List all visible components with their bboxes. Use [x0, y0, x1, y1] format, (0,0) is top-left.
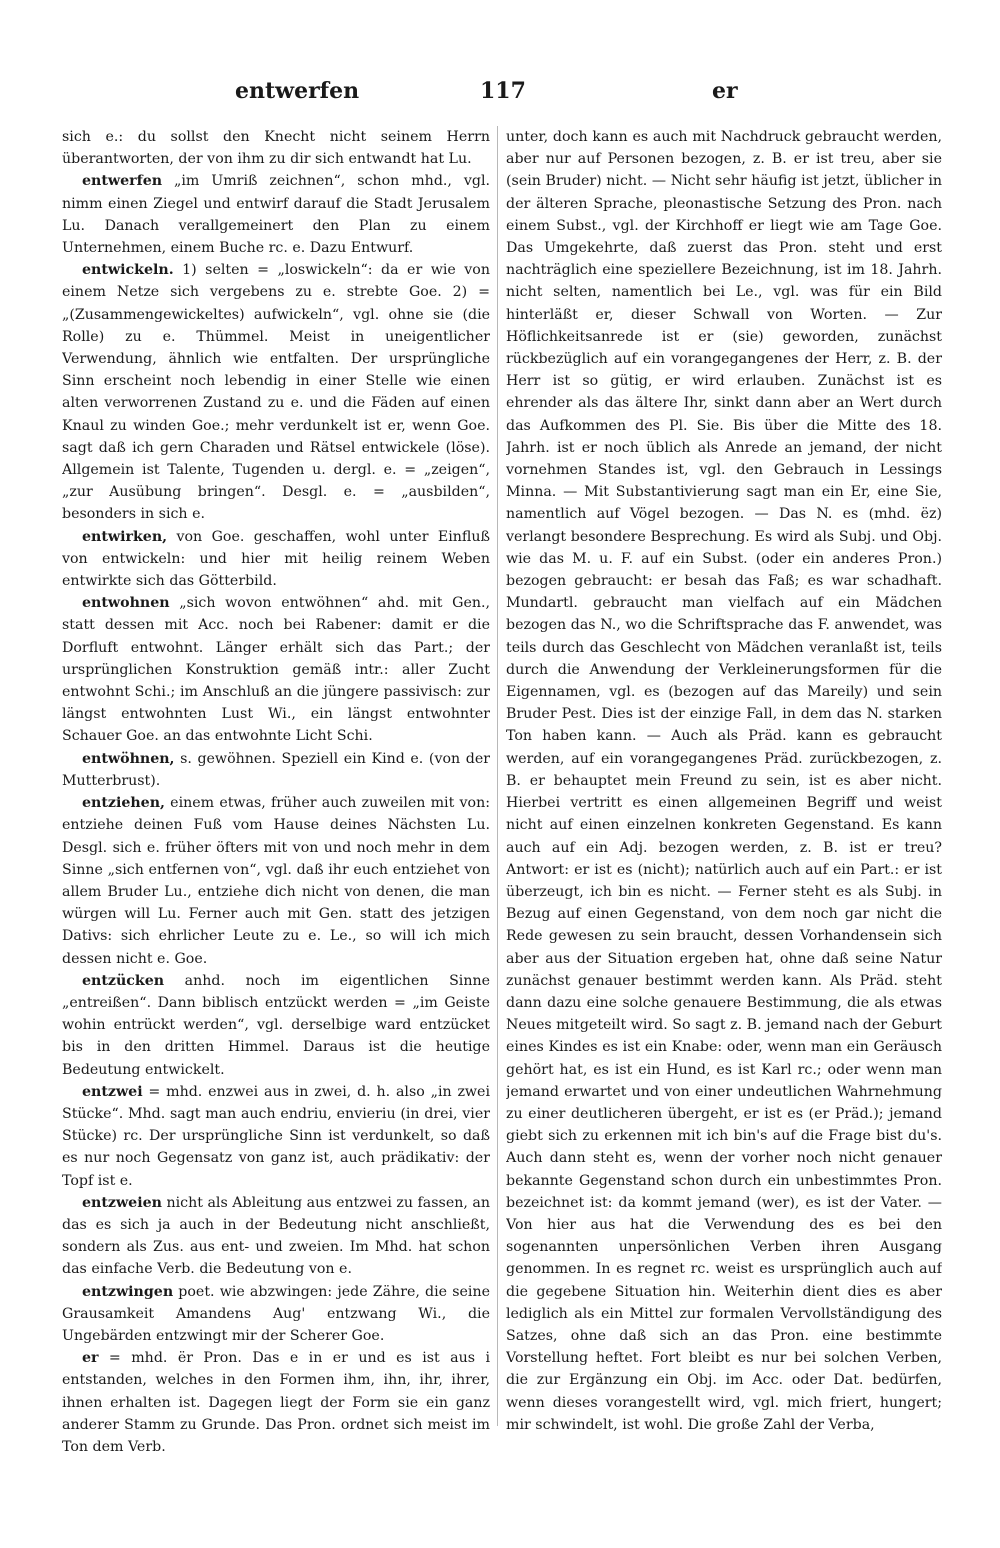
- entry-headword: entwohnen: [82, 595, 170, 612]
- entry-headword: entzwingen: [82, 1283, 174, 1300]
- entry-headword: entzweien: [82, 1194, 162, 1211]
- page-number: 117: [480, 78, 526, 104]
- entry-headword: entwöhnen,: [82, 750, 175, 767]
- entry-headword: entziehen,: [82, 795, 165, 812]
- entry-text: „sich wovon entwöhnen“ ahd. mit Gen., statt dessen mit Acc. noch bei Rabener: damit er die Dorfluft entwohnt. Länger erhält sich das Part.; der ursprünglichen Konstruktion gemäß intr.: aller Zucht entwohnt Schi.; im Anschluß an die jüngere passivisch: zur längst entwohnten Lust Wi., ein längst entwohnter Schauer Goe. an das entwohnte Licht Schi.: [62, 595, 490, 745]
- entry-text: von Goe. geschaffen, wohl unter Einfluß von entwickeln: und hier mit heilig reinem Weben entwirkte sich das Götterbild.: [62, 528, 490, 590]
- left-column: [62, 126, 490, 1536]
- entry-headword: entwickeln.: [82, 262, 174, 279]
- entry-text: poet. wie abzwingen: jede Zähre, die seine Grausamkeit Amandens Aug' entzwang Wi., die Ungebärden entzwingt mir der Scherer Goe.: [62, 1283, 490, 1344]
- entry-text: = mhd. enzwei aus in zwei, d. h. also „in zwei Stücke“. Mhd. sagt man auch endriu, envieriu (in drei, vier Stücke) rc. Der ursprüngliche Sinn ist verdunkelt, so daß es nur noch Gegensatz von ganz ist, auch prädikativ: der Topf ist e.: [62, 1083, 490, 1189]
- entry-headword: entwerfen: [82, 173, 163, 190]
- entry-text: anhd. noch im eigentlichen Sinne „entreißen“. Dann biblisch entzückt werden = „im Geiste wohin entrückt werden“, vgl. derselbige ward entzücket bis in den dritten Himmel. Daraus ist die heutige Bedeutung entwickelt.: [62, 972, 490, 1078]
- dictionary-entry: [62, 1192, 490, 1281]
- dictionary-entry: [62, 126, 490, 170]
- dictionary-entry: [62, 592, 490, 747]
- entry-text: unter, doch kann es auch mit Nachdruck gebraucht werden, aber nur auf Personen bezogen, z. B. er ist treu, aber sie (sein Bruder) nicht. — Nicht sehr häufig ist jetzt, üblicher in der älteren Sprache, pleonastische Setzung des Pron. nach einem Subst., vgl. der Kirchhoff er liegt wie am Tage Goe. Das Umgekehrte, daß zuerst das Pron. steht und erst nachträglich eine speziellere Bezeichnung, ist im 18. Jahrh. nicht selten, namentlich bei Le., vgl. was für ein Bild hinterläßt er, dieser Schwall von Worten. — Zur Höflichkeitsanrede ist er (sie) geworden, zunächst rückbezüglich auf ein vorangegangenes der Herr, z. B. der Herr ist so gütig, er wird erlauben. Zunächst ist es ehrender als das ältere Ihr, sinkt dann aber an Wert durch das Aufkommen des Pl. Sie. Bis über die Mitte des 18. Jahrh. ist er noch üblich als Anrede an jemand, der nicht vornehmen Standes ist, vgl. den Gebrauch in Lessings Minna. — Mit Substantivierung sagt man ein Er, eine Sie, namentlich auf Vögel bezogen. — Das N. es (mhd. ëz) verlangt besondere Besprechung. Es wird als Subj. und Obj. wie das M. u. F. auf ein Subst. (oder ein anderes Pron.) bezogen gebraucht: er besah das Faß; es war schadhaft. Mundartl. gebraucht man vielfach auf ein Mädchen bezogen das N., wo die Schriftsprache das F. anwendet, was teils durch das Geschlecht von Mädchen veranlaßt ist, teils durch die Anwendung der Verkleinerungsformen für die Eigennamen, vgl. es (bezogen auf das Mareily) und sein Bruder Pest. Dies ist der einzige Fall, in dem das N. starken Ton haben kann. — Auch als Präd. kann es gebraucht werden, auf ein vorangegangenes Präd. zurückbezogen, z. B. er behauptet mein Freund zu sein, ist es aber nicht. Hierbei vertritt es einen allgemeinen Begriff und weist nicht auf einen einzelnen konkreten Gegenstand. Es kann auch auf ein Adj. bezogen werden, z. B. ist er treu? Antwort: er ist es (nicht); natürlich auch auf ein Part.: er ist überzeugt, ich bin es nicht. — Ferner steht es als Subj. in Bezug auf einen Gegenstand, von dem noch gar nicht die Rede gewesen zu sein braucht, dessen Vorhandensein sich aber aus der Situation ergeben hat, ohne daß seine Natur zunächst genauer bestimmt werden kann. Als Präd. steht dann dazu eine solche genauere Bestimmung, die als etwas Neues mitgeteilt wird. So sagt z. B. jemand nach der Geburt eines Kindes es ist ein Knabe: oder, wenn man ein Geräusch gehört hat, es ist ein Hund, es ist Karl rc.; oder wenn man jemand erwartet und von einer undeutlichen Wahrnehmung zu einer deutlicheren übergeht, er ist es (er Präd.); jemand giebt sich zu erkennen mit ich bin's auf die Frage bist du's. Auch dann steht es, wenn der vorher noch nicht genauer bekannte Gegenstand schon durch ein unbestimmtes Pron. bezeichnet ist: da kommt jemand (wer), es ist der Vater. — Von hier aus hat die Verwendung des es bei den sogenannten unpersönlichen Verben ihren Ausgang genommen. In es regnet rc. weist es ursprünglich auch auf die gegebene Situation hin. Weiterhin dient dies es aber lediglich als ein Mittel zur formalen Vervollständigung des Satzes, ohne daß sich an das Pron. eine bestimmte Vorstellung heftet. Fort bleibt es nur bei solchen Verben, die zur Ergänzung ein Obj. im Acc. oder Dat. bedürfen, wenn dieses vorangestellt wird, vgl. mich friert, hungert; mir schwindelt, ist wohl. Die große Zahl der Verba,: [506, 129, 942, 1433]
- dictionary-entry: [62, 259, 490, 525]
- dictionary-entry: [506, 126, 942, 1436]
- entry-text: „im Umriß zeichnen“, schon mhd., vgl. nimm einen Ziegel und entwirf darauf die Stadt Jerusalem Lu. Danach verallgemeinert den Plan zu einem Unternehmen, einem Buche rc. e. Dazu Entwurf.: [62, 173, 490, 257]
- entry-headword: er: [82, 1350, 99, 1367]
- entry-text: sich e.: du sollst den Knecht nicht seinem Herrn überantworten, der von ihm zu dir sich entwandt hat Lu.: [62, 129, 490, 168]
- running-head-right: er: [712, 78, 738, 104]
- dictionary-entry: [62, 748, 490, 792]
- entry-text: 1) selten = „loswickeln“: da er wie von einem Netze sich vergebens zu e. strebte Goe. 2) = „(Zusammengewickeltes) aufwickeln“, vgl. ohne sie (die Rolle) zu e. Thümmel. Meist in uneigentlicher Verwendung, ähnlich wie entfalten. Der ursprüngliche Sinn erscheint noch lebendig in einer Stelle wie einen alten verworrenen Zustand zu e. und die Fäden auf einen Knaul zu winden Goe.; mehr verdunkelt ist er, wenn Goe. sagt daß ich gern Charaden und Rätsel entwickele (löse). Allgemein ist Talente, Tugenden u. dergl. e. = „zeigen“, „zur Ausübung bringen“. Desgl. e. = „ausbilden“, besonders in sich e.: [62, 262, 490, 523]
- dictionary-entry: [62, 970, 490, 1081]
- entry-headword: entzwei: [82, 1083, 143, 1100]
- dictionary-entry: [62, 526, 490, 593]
- entry-headword: entwirken,: [82, 528, 168, 545]
- entry-text: s. gewöhnen. Speziell ein Kind e. (von der Mutterbrust).: [62, 750, 490, 789]
- dictionary-entry: [62, 1081, 490, 1192]
- running-head-left: entwerfen: [235, 78, 360, 104]
- dictionary-entry: [62, 170, 490, 259]
- page-header: [60, 78, 940, 108]
- dictionary-entry: [62, 1347, 490, 1458]
- entry-text: nicht als Ableitung aus entzwei zu fassen, an das es sich ja auch in der Bedeutung nicht anschließt, sondern als Zus. aus ent- und zweien. Im Mhd. hat schon das einfache Verb. die Bedeutung von e.: [62, 1194, 490, 1278]
- dictionary-entry: [62, 792, 490, 970]
- entry-headword: entzücken: [82, 972, 165, 989]
- dictionary-entry: [62, 1281, 490, 1348]
- entry-text: einem etwas, früher auch zuweilen mit von: entziehe deinen Fuß vom Hause deines Nächsten Lu. Desgl. sich e. früher öfters mit von und noch mehr in dem Sinne „sich entfernen von“, vgl. daß ihr euch entziehet von allem Bruder Lu., entziehe dich nicht von denen, die man würgen will Lu. Ferner auch mit Gen. statt des jetzigen Dativs: sich ehrlicher Leute zu e. Le., so will ich mich dessen nicht e. Goe.: [62, 795, 490, 967]
- column-divider: [497, 126, 498, 1426]
- right-column: [506, 126, 942, 1536]
- entry-text: = mhd. ër Pron. Das e in er und es ist aus i entstanden, welches in den Formen ihm, ihn, ihr, ihrer, ihnen erhalten ist. Dagegen liegt der Form sie ein ganz anderer Stamm zu Grunde. Das Pron. ordnet sich meist im Ton dem Verb.: [62, 1350, 490, 1455]
